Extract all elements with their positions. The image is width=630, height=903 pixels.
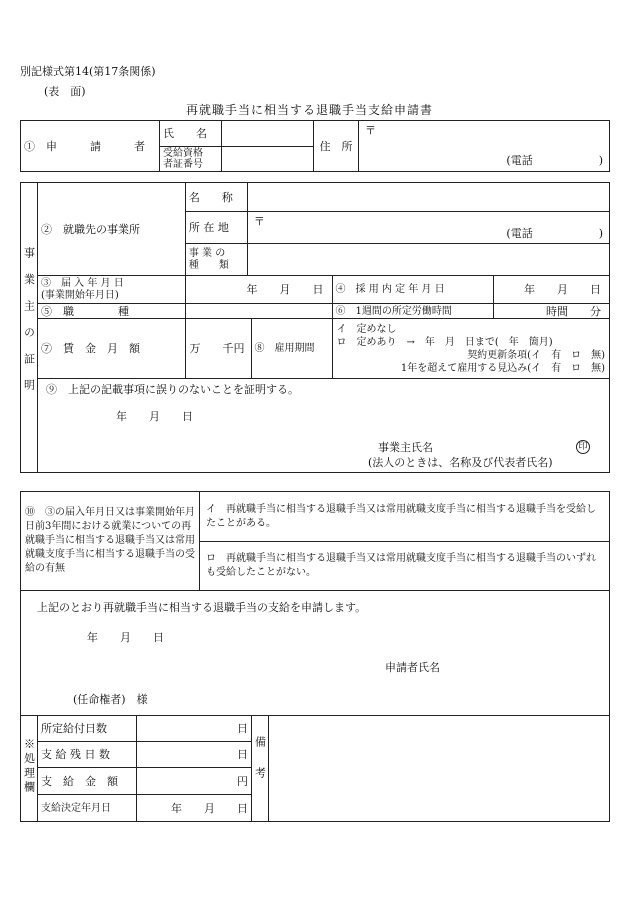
processing-row-value[interactable]: 円: [137, 768, 252, 795]
period-option-none: イ 定めなし: [336, 323, 397, 335]
prior-receipt-question: ⑩ ③の届入年月日又は事業開始年月日前3年間における就業についての再就職手当に相当する退職手当又は常用就職支度手当に相当する退職手当の受給の有無: [21, 492, 200, 591]
business-type-label-line2: 種 類: [188, 259, 229, 271]
remarks-label: 備考: [252, 716, 269, 822]
applicant-name-label: 申請者氏名: [385, 661, 440, 674]
hire-date-field[interactable]: 年 月 日: [493, 276, 609, 304]
name-label: 氏 名: [160, 121, 222, 147]
employer-table: [20, 182, 610, 473]
employer-cert-side-label: 事業主の証明: [21, 183, 38, 473]
form-number: 別記様式第14(第17条関係): [20, 65, 156, 78]
workplace-label: ② 就職先の事業所: [38, 183, 186, 276]
wage-field[interactable]: 万 千円: [185, 319, 251, 379]
period-field[interactable]: [332, 319, 609, 379]
company-name-label: 名 称: [185, 183, 247, 212]
certify-text: ⑨ 上記の記載事項に誤りのないことを証明する。: [46, 383, 299, 396]
remarks-field[interactable]: [269, 716, 610, 822]
entry-date-label-line2: (事業開始年月日): [41, 289, 119, 301]
prior-receipt-table: [20, 491, 610, 591]
cert-number-label-line1: 受給資格: [163, 148, 203, 159]
address-postal-mark: 〒: [365, 124, 376, 137]
applicant-table: [20, 120, 610, 172]
entry-date-field[interactable]: 年 月 日: [185, 276, 332, 304]
processing-row-label: 支 給 残 日 数: [38, 742, 137, 768]
business-type-label: [185, 244, 247, 276]
address-phone-label: (電話 ): [506, 154, 603, 167]
applicant-label: ① 申 請 者: [21, 121, 160, 172]
entry-date-label-line1: ③ 届 入 年 月 日: [41, 277, 124, 289]
certification-block: [38, 379, 610, 473]
employer-name-note: (法人のときは、名称及び代表者氏名): [368, 456, 553, 469]
processing-row-label: 所定給付日数: [38, 716, 137, 742]
company-name-field[interactable]: [247, 183, 609, 212]
location-label: 所 在 地: [185, 212, 247, 244]
weekly-hours-label: ⑥ 1週間の所定労働時間: [332, 304, 493, 319]
addressee-label: (任命権者) 様: [73, 693, 148, 706]
application-text: 上記のとおり再就職手当に相当する退職手当の支給を申請します。: [37, 601, 367, 614]
location-phone-label: (電話 ): [506, 227, 603, 240]
job-field[interactable]: [185, 304, 332, 319]
location-postal-mark: 〒: [253, 215, 265, 228]
hire-date-label: ④ 採 用 内 定 年 月 日: [332, 276, 493, 304]
period-label: ⑧ 雇用期間: [251, 319, 332, 379]
prior-receipt-option-no[interactable]: ロ 再就職手当に相当する退職手当又は常用就職支度手当に相当する退職手当のいずれも受給したことがない。: [200, 542, 610, 591]
wage-label: ⑦ 賃 金 月 額: [38, 319, 186, 379]
processing-row-value[interactable]: 日: [137, 716, 252, 742]
job-label: ⑤ 職 種: [38, 304, 186, 319]
seal-icon: 印: [576, 440, 590, 454]
address-label: 住 所: [314, 121, 359, 172]
business-type-field[interactable]: [247, 244, 609, 276]
renewal-clause: 契約更新条項(イ 有 ロ 無): [467, 349, 605, 361]
application-block: [20, 590, 610, 716]
address-field[interactable]: [359, 121, 610, 172]
over-year-expectation: 1年を超えて雇用する見込み(イ 有 ロ 無): [400, 362, 605, 374]
application-date[interactable]: 年 月 日: [87, 631, 164, 644]
cert-number-label: [160, 147, 222, 172]
cert-number-field[interactable]: [222, 147, 314, 172]
location-field[interactable]: [247, 212, 609, 244]
processing-row-value[interactable]: 年 月 日: [137, 795, 252, 822]
period-option-fixed: ロ 定めあり → 年 月 日まで( 年 箇月): [336, 336, 553, 348]
processing-row-label: 支給決定年月日: [38, 795, 137, 822]
prior-receipt-option-yes[interactable]: イ 再就職手当に相当する退職手当又は常用就職支度手当に相当する退職手当を受給したことがある。: [200, 492, 610, 542]
certify-date[interactable]: 年 月 日: [116, 410, 193, 423]
processing-table: [20, 715, 610, 822]
business-type-label-line1: 事 業 の: [188, 247, 226, 259]
employer-name-label: 事業主氏名: [378, 441, 433, 454]
cert-number-label-line2: 者証番号: [163, 159, 203, 170]
weekly-hours-field[interactable]: 時間 分: [493, 304, 609, 319]
form-side: (表 面): [44, 85, 86, 98]
processing-row-value[interactable]: 日: [137, 742, 252, 768]
form-title: 再就職手当に相当する退職手当支給申請書: [186, 103, 434, 117]
processing-row-label: 支 給 金 額: [38, 768, 137, 795]
processing-side-label: ※処理欄: [21, 716, 38, 822]
entry-date-label: [38, 276, 186, 304]
name-field[interactable]: [222, 121, 314, 147]
